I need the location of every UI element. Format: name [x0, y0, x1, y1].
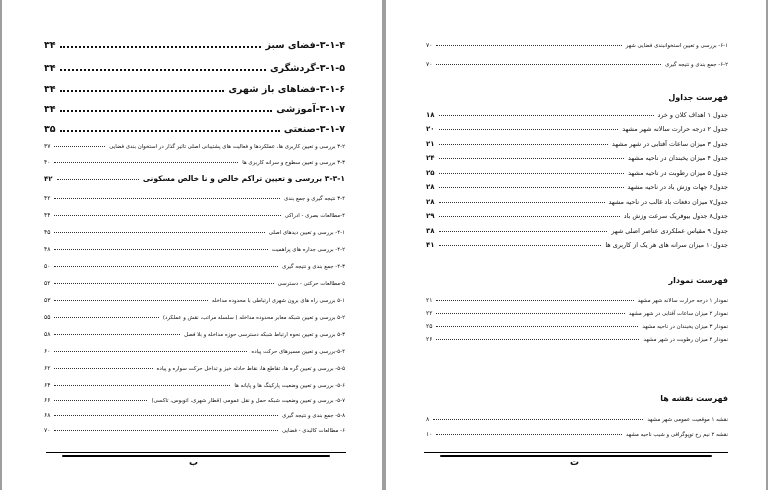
- table-list-item[interactable]: [426, 183, 728, 191]
- toc-entry-page: ۳۷: [44, 143, 51, 150]
- dot-leader: [54, 368, 152, 369]
- toc-entry-page: ۳۴: [44, 104, 56, 115]
- dot-leader: [439, 187, 624, 188]
- table-list-item[interactable]: [426, 241, 728, 249]
- toc-entry-page: ۲۵: [426, 169, 435, 177]
- toc-entry-title: نمودار ۱ درجه حرارت سالانه شهر مشهد: [637, 298, 728, 304]
- tables-heading: فهرست جداول: [668, 93, 728, 102]
- toc-entry-title: جدول ۱ اهداف کلان و خرد: [657, 111, 728, 119]
- toc-entry-title: جدول۶ جهات وزش باد در ناحیه مشهد: [627, 183, 728, 191]
- toc-entry[interactable]: [426, 61, 728, 68]
- page-number: ب: [189, 458, 199, 468]
- dot-leader: [54, 232, 264, 233]
- toc-entry[interactable]: [44, 263, 345, 270]
- dot-leader: [54, 334, 180, 335]
- toc-entry-page: ۲۰: [426, 125, 435, 133]
- dot-leader: [439, 129, 619, 130]
- toc-entry[interactable]: [44, 195, 345, 202]
- toc-entry-title: ۵-۵- بررسی و تعیین گره ها، تقاطع ها، نقاط حادثه خیز و تداخل حرکت سواره و پیاده: [156, 366, 345, 372]
- toc-entry[interactable]: [44, 246, 345, 253]
- toc-entry-title: ۵-۶- بررسی و تعیین وضعیت پارکینگ ها و پایانه ها: [234, 383, 345, 389]
- toc-entry-page: ۱۰: [426, 431, 433, 438]
- dot-leader: [60, 130, 280, 132]
- toc-entry-title: ۴-۲- بررسی جداره های پراهمیت: [271, 247, 345, 253]
- toc-entry[interactable]: [44, 412, 345, 419]
- page-number: ت: [570, 458, 580, 468]
- toc-entry-page: ۳۴: [44, 63, 56, 74]
- left-page: [2, 0, 382, 490]
- toc-entry[interactable]: [44, 280, 345, 287]
- dot-leader: [54, 215, 280, 216]
- table-list-item[interactable]: [426, 169, 728, 177]
- toc-entry-title: نمودار ۲ میزان ساعات آفتابی در شهر مشهد: [628, 311, 728, 317]
- chart-list-item[interactable]: [426, 310, 728, 317]
- footer-rule: [424, 452, 728, 453]
- toc-entry-page: ۸: [426, 416, 430, 423]
- dot-leader: [54, 146, 105, 147]
- dot-leader: [439, 173, 625, 174]
- dot-leader: [60, 90, 225, 92]
- toc-entry[interactable]: [44, 124, 345, 135]
- toc-entry-page: ۳۵: [44, 124, 56, 135]
- toc-entry[interactable]: [44, 84, 345, 95]
- toc-entry-title: ۴-۳- جمع بندی و نتیجه گیری: [282, 264, 345, 270]
- toc-entry-title: نمودار ۴ میزان رطوبت در شهر مشهد: [643, 337, 728, 343]
- toc-entry-title: جدول ۴ میزان یخبندان در ناحیه مشهد: [628, 154, 728, 162]
- toc-entry-page: ۵۳: [44, 297, 51, 304]
- toc-entry-title: جدول۱۰ میزان سرانه های هر یک از کاربری ها: [605, 241, 728, 249]
- dot-leader: [54, 415, 278, 416]
- toc-entry-page: ۶۴: [44, 382, 51, 389]
- dot-leader: [439, 158, 624, 159]
- toc-entry-title: ۵-مطالعات حرکتی - دسترسی: [277, 281, 345, 287]
- charts-heading: فهرست نمودار: [668, 276, 728, 285]
- footer-rule: [46, 452, 346, 453]
- toc-entry-title: ۵-۸- جمع بندی و نتیجه گیری: [282, 413, 345, 419]
- toc-entry-title: نقشه ۱ موقعیت عمومی شهر مشهد: [647, 417, 728, 423]
- dot-leader: [60, 46, 262, 48]
- toc-entry-page: ۳۴: [44, 40, 56, 51]
- table-list-item[interactable]: [426, 227, 728, 235]
- toc-entry-title: جدول ۲ درجه حرارت سالانه شهر مشهد: [622, 125, 728, 133]
- toc-entry-page: ۵۰: [44, 263, 51, 270]
- toc-entry-title: ۴-۱- بررسی و تعیین دیدهای اصلی: [268, 230, 345, 236]
- dot-leader: [54, 300, 207, 301]
- toc-entry-title: ۵-۱ بررسی راه های برون شهری ارتباطی با محدوده مداخله: [211, 298, 345, 304]
- toc-entry-title: ۵-۷- بررسی و تعیین وضعیت شبکه حمل و نقل عمومی (قطار شهری، اتوبوس، تاکسی): [151, 398, 345, 404]
- footer-rule-ornament: [440, 455, 712, 457]
- toc-entry-page: ۷۰: [44, 427, 51, 434]
- toc-entry-title: جدول۸ جدول بیوفریک سرعت وزش باد: [623, 212, 728, 220]
- toc-entry[interactable]: [44, 348, 345, 355]
- dot-leader: [54, 162, 238, 163]
- map-list-item[interactable]: [426, 416, 728, 423]
- toc-entry-page: ۴۵: [44, 229, 51, 236]
- dot-leader: [436, 313, 624, 314]
- toc-entry[interactable]: [44, 104, 345, 115]
- dot-leader: [60, 69, 266, 71]
- toc-entry-title: ۴-مطالعات بصری - ادراکی: [284, 213, 345, 219]
- footer-rule-ornament: [62, 455, 330, 457]
- dot-leader: [54, 385, 230, 386]
- toc-entry[interactable]: [44, 314, 345, 321]
- dot-leader: [60, 110, 273, 112]
- toc-entry-page: ۴۲: [44, 175, 53, 183]
- dot-leader: [436, 434, 621, 435]
- dot-leader: [54, 266, 278, 267]
- toc-entry[interactable]: [44, 297, 345, 304]
- toc-entry-title: ۳-۱-۵-گردشگری: [269, 63, 345, 74]
- toc-entry-title: ۵-۲ بررسی و تعیین شبکه معابر محدوده مداخله ( سلسله مراتب، نقش و عملکرد): [162, 315, 345, 321]
- dot-leader: [439, 202, 605, 203]
- toc-entry-page: ۶۰: [44, 348, 51, 355]
- toc-entry-title: ۵-۴-بررسی و تعیین مسیرهای حرکت پیاده: [251, 349, 345, 355]
- toc-entry-page: ۱۸: [426, 111, 435, 119]
- dot-leader: [439, 231, 608, 232]
- toc-entry-page: ۶۶: [44, 397, 51, 404]
- dot-leader: [436, 339, 639, 340]
- table-list-item[interactable]: [426, 111, 728, 119]
- toc-entry-page: ۴۰: [44, 159, 51, 166]
- toc-entry-page: ۲۱: [426, 297, 433, 304]
- toc-entry-page: ۲۹: [426, 212, 435, 220]
- table-list-item[interactable]: [426, 125, 728, 133]
- toc-entry-title: جدول ۳ میزان ساعات آفتابی در شهر مشهد: [611, 140, 728, 148]
- dot-leader: [54, 198, 280, 199]
- toc-entry-title: ۶-۱- بررسی و تعیین استخوانبندی فضایی شهر: [625, 43, 728, 49]
- toc-entry[interactable]: [44, 427, 345, 434]
- toc-entry[interactable]: [44, 174, 345, 183]
- toc-entry-page: ۲۱: [426, 140, 435, 148]
- toc-entry-title: ۳-۱-۶-فضاهای باز شهری: [228, 84, 345, 95]
- toc-entry-title: ۳-۳ بررسی و تعیین سطوح و سرانه کاربری ها: [242, 160, 345, 166]
- toc-entry-page: ۴۸: [44, 246, 51, 253]
- dot-leader: [54, 351, 247, 352]
- toc-entry[interactable]: [44, 229, 345, 236]
- toc-entry[interactable]: [44, 382, 345, 389]
- toc-entry-page: ۲۵: [426, 323, 433, 330]
- right-page: [386, 0, 766, 490]
- toc-entry-title: جدول ۹ مقیاس عملکردی عناصر اصلی شهر: [611, 227, 728, 235]
- dot-leader: [439, 216, 620, 217]
- dot-leader: [57, 179, 139, 180]
- toc-entry-title: ۵-۳ بررسی و تعیین نحوه ارتباط شبکه دسترسی حوزه مداخله و بلا فصل: [184, 332, 345, 338]
- dot-leader: [439, 245, 602, 246]
- toc-entry-page: ۴۲: [44, 195, 51, 202]
- map-list-item[interactable]: [426, 431, 728, 438]
- dot-leader: [436, 326, 638, 327]
- table-list-item[interactable]: [426, 154, 728, 162]
- toc-entry-page: ۴۱: [426, 241, 435, 249]
- toc-entry-page: ۲۲: [426, 310, 433, 317]
- toc-entry-title: ۳-۱-۷-صنعتی: [283, 124, 345, 135]
- chart-list-item[interactable]: [426, 323, 728, 330]
- toc-entry-title: ۶- مطالعات کالبدی - فضایی: [282, 428, 345, 434]
- dot-leader: [439, 144, 608, 145]
- toc-entry[interactable]: [44, 40, 345, 51]
- toc-entry-page: ۲۸: [426, 183, 435, 191]
- toc-entry-page: ۳۴: [44, 84, 56, 95]
- toc-entry-page: ۵۸: [44, 331, 51, 338]
- toc-entry-title: ۳-۱-۷-آموزشی: [276, 104, 345, 115]
- toc-entry-title: ۳-۱-۴-فضای سبز: [265, 40, 345, 51]
- dot-leader: [433, 419, 643, 420]
- dot-leader: [439, 115, 654, 116]
- toc-entry-page: ۷۰: [426, 61, 433, 68]
- toc-entry[interactable]: [44, 143, 345, 150]
- toc-entry-page: ۲۶: [426, 336, 433, 343]
- toc-entry-page: ۶۸: [44, 412, 51, 419]
- table-list-item[interactable]: [426, 212, 728, 220]
- table-list-item[interactable]: [426, 198, 728, 206]
- dot-leader: [54, 283, 273, 284]
- toc-entry-page: ۲۸: [426, 198, 435, 206]
- toc-entry-page: ۴۴: [44, 212, 51, 219]
- toc-entry[interactable]: [426, 42, 728, 49]
- dot-leader: [54, 317, 158, 318]
- toc-entry-title: ۳-۳-۱ بررسی و تعیین تراکم خالص و نا خالص مسکونی: [142, 174, 345, 183]
- maps-heading: فهرست نقشه ها: [660, 394, 728, 403]
- toc-entry[interactable]: [44, 397, 345, 404]
- dot-leader: [436, 300, 633, 301]
- toc-entry-page: ۶۲: [44, 365, 51, 372]
- toc-entry-page: ۲۴: [426, 154, 435, 162]
- toc-entry-page: ۵۵: [44, 314, 51, 321]
- toc-entry-title: ۳-۲ بررسی و تعیین کاربری ها، عملکردها و فعالیت های پشتیبانی اصلی تاثیر گذار در استخوان بندی فضایی: [109, 144, 345, 150]
- toc-entry-title: نمودار ۳ میزان یخبندان در ناحیه مشهد: [642, 324, 728, 330]
- toc-entry[interactable]: [44, 365, 345, 372]
- toc-entry[interactable]: [44, 63, 345, 74]
- toc-entry-page: ۳۸: [426, 227, 435, 235]
- toc-entry-title: جدول۷ میزان دفعات باد غالب در ناحیه مشهد: [608, 198, 728, 206]
- chart-list-item[interactable]: [426, 336, 728, 343]
- toc-entry-page: ۷۰: [426, 42, 433, 49]
- dot-leader: [436, 64, 661, 65]
- toc-entry-title: نقشه ۲ نیم رخ توپوگرافی و شیب ناحیه مشهد: [625, 432, 728, 438]
- toc-entry-title: جدول ۵ میزان رطوبت در ناحیه مشهد: [628, 169, 728, 177]
- toc-entry-page: ۵۲: [44, 280, 51, 287]
- dot-leader: [54, 400, 147, 401]
- dot-leader: [54, 249, 267, 250]
- toc-entry-title: ۳-۴ نتیجه گیری و جمع بندی: [284, 196, 345, 202]
- dot-leader: [54, 430, 278, 431]
- chart-list-item[interactable]: [426, 297, 728, 304]
- table-list-item[interactable]: [426, 140, 728, 148]
- dot-leader: [436, 45, 621, 46]
- toc-entry-title: ۶-۲- جمع بندی و نتیجه گیری: [665, 62, 728, 68]
- toc-entry[interactable]: [44, 159, 345, 166]
- toc-entry[interactable]: [44, 331, 345, 338]
- toc-entry[interactable]: [44, 212, 345, 219]
